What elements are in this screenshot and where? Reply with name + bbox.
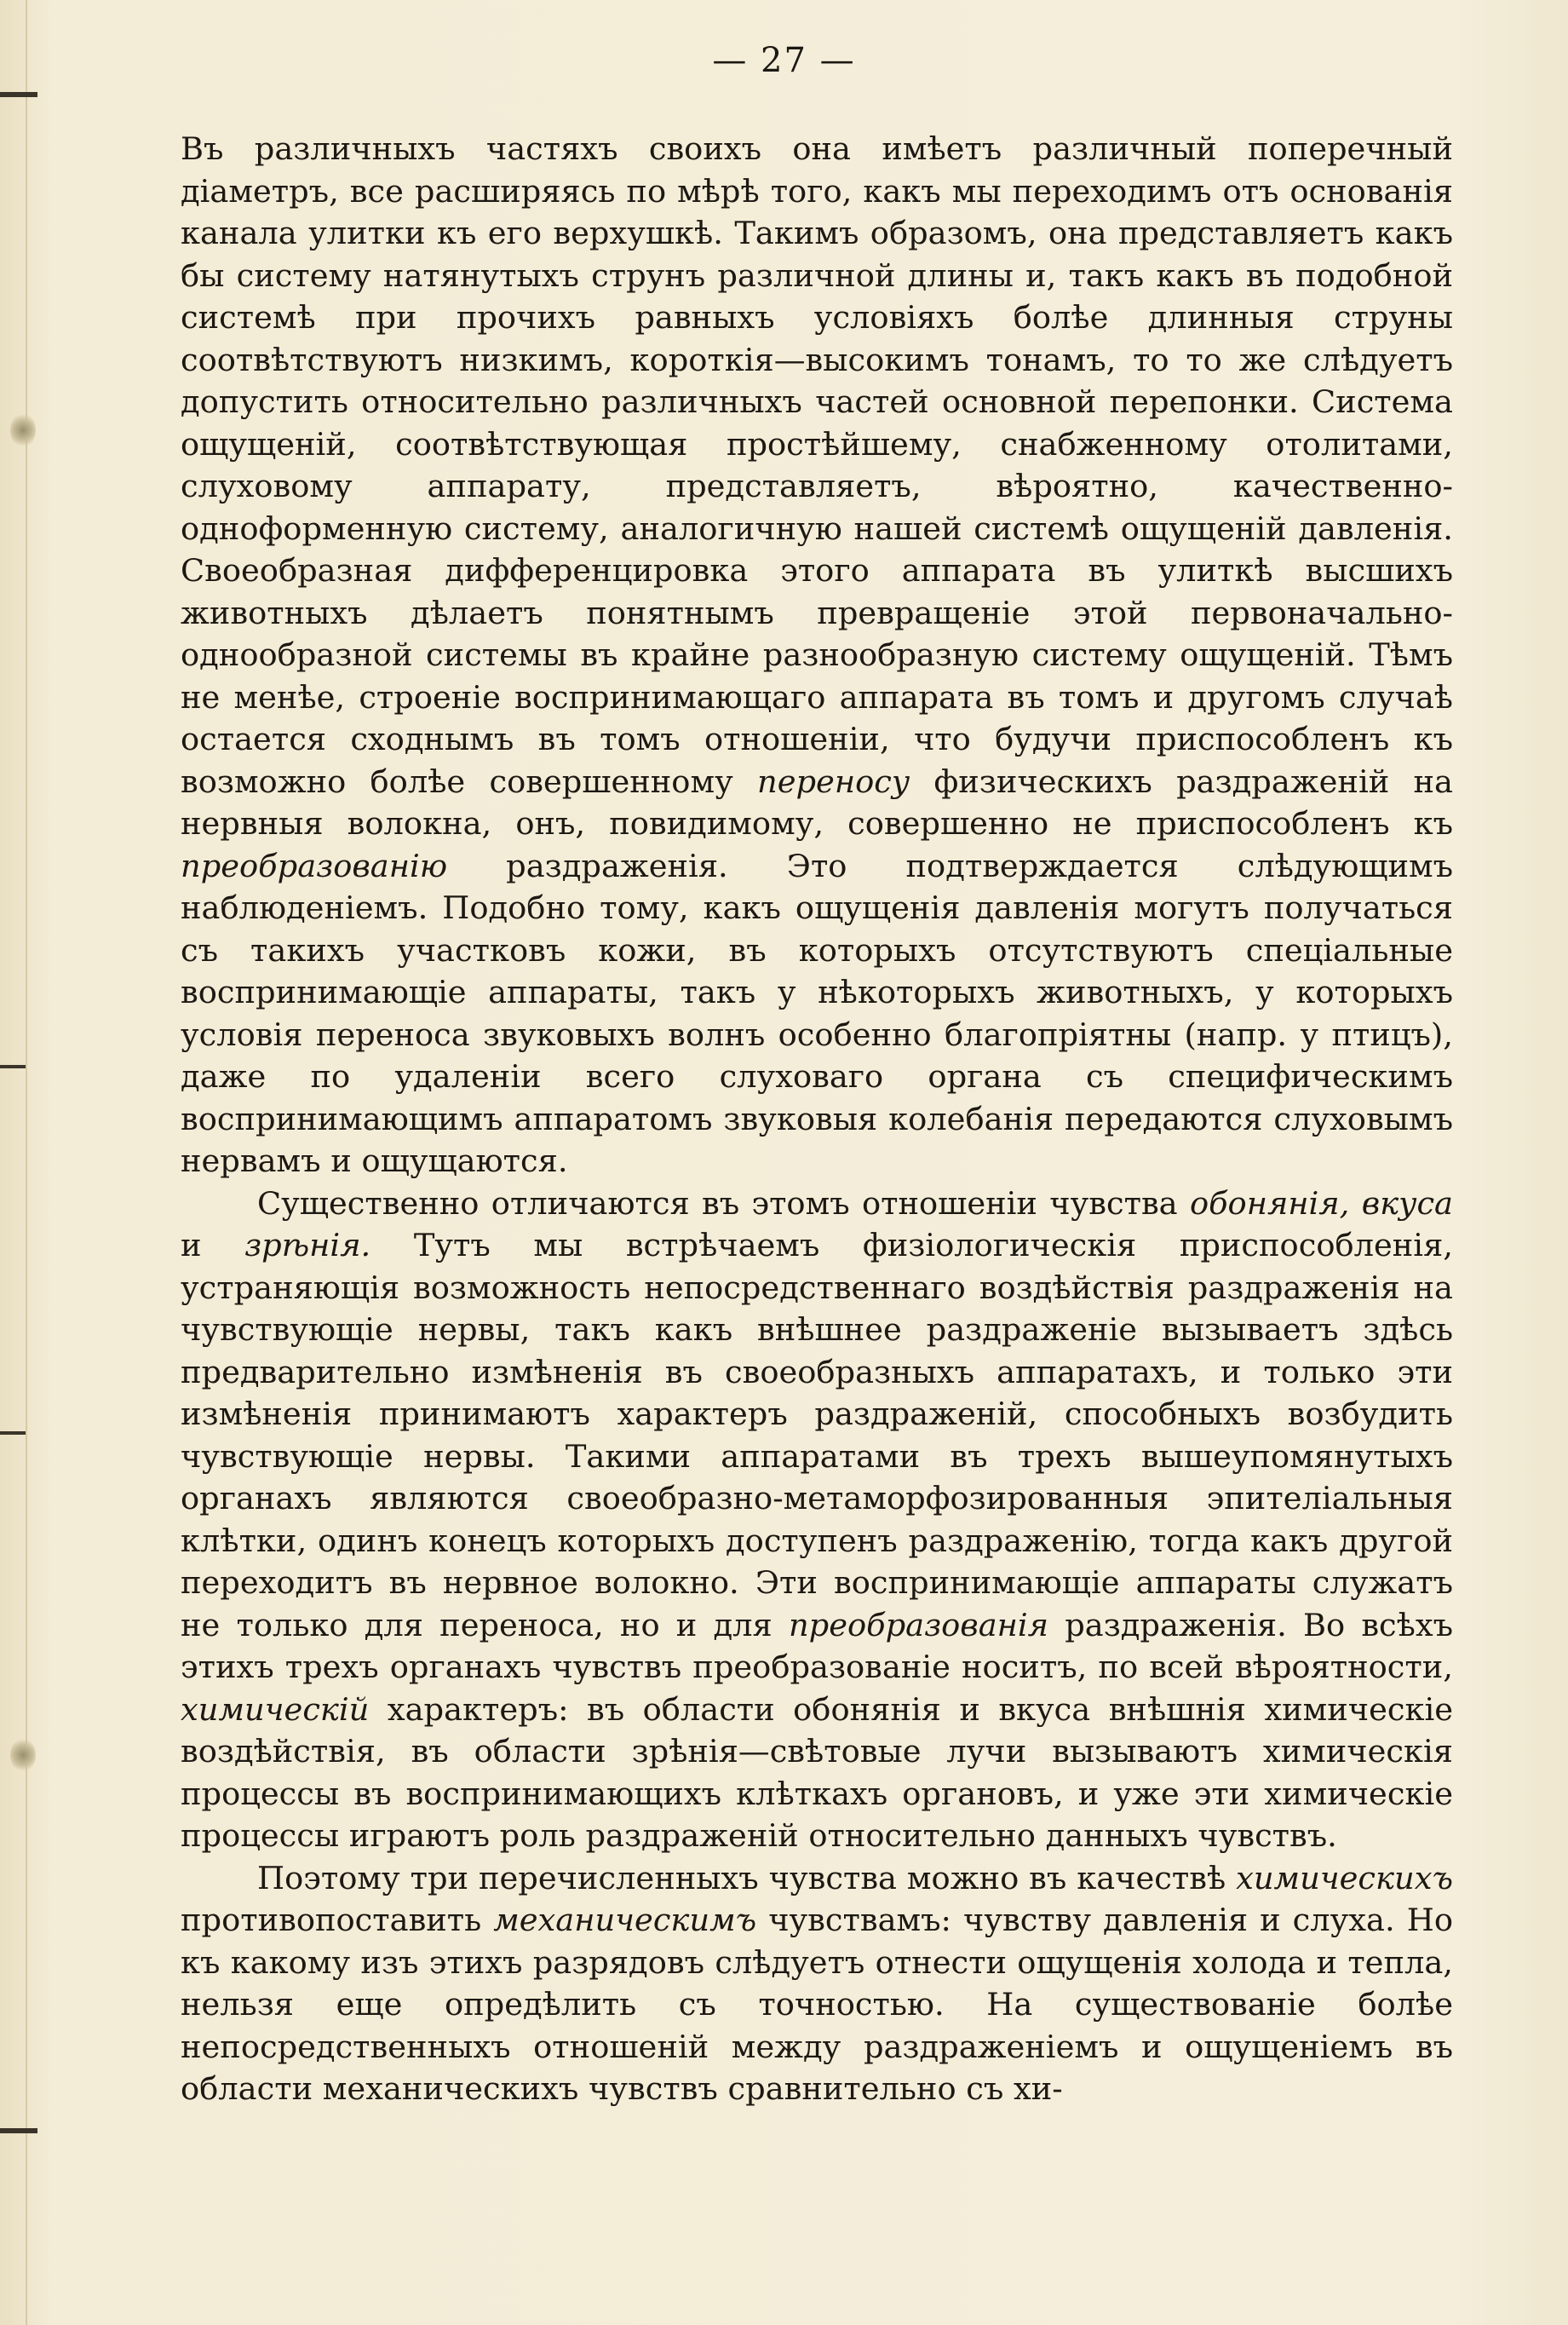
text-run: характеръ: въ области обонянія и вкуса внѣшнія химическіе воздѣйствія, въ области зрѣнія—свѣтовые лучи вызываютъ химическія процессы въ воспринимающихъ клѣткахъ органовъ, и уже эти химическіе процессы играютъ роль раздраженій относительно данныхъ чувствъ. bbox=[181, 1690, 1453, 1854]
paper-stain bbox=[10, 413, 36, 447]
binding-thread-mark bbox=[0, 1065, 26, 1068]
page-number: — 27 — bbox=[712, 41, 856, 80]
text-run: Тутъ мы встрѣчаемъ физіологическія приспособленія, устраняющія возможность непосредственнаго воздѣйствія раздраженія на чувствующіе нервы, такъ какъ внѣшнее раздраженіе вызываетъ здѣсь предварительно измѣненія въ своеобразныхъ аппаратахъ, и только эти измѣненія принимаютъ характеръ раздраженій, способныхъ возбудить чувствующіе нервы. Такими аппаратами въ трехъ вышеупомянутыхъ органахъ являются своеобразно-метаморфозированныя эпителіальныя клѣтки, одинъ конецъ которыхъ доступенъ раздраженію, тогда какъ другой переходитъ въ нервное волокно. Эти воспринимающіе аппараты служатъ не только для переноса, но и для bbox=[181, 1227, 1453, 1643]
binding-thread-mark bbox=[0, 2128, 37, 2133]
binding-thread-mark bbox=[0, 1431, 26, 1435]
binding-gutter-line bbox=[26, 0, 27, 2325]
text-run: раздраженія. Это подтверждается слѣдующимъ наблюденіемъ. Подобно тому, какъ ощущенія давленія могутъ получаться съ такихъ участковъ кожи, въ которыхъ отсутствуютъ спеціальные воспринимающіе аппараты, такъ у нѣкоторыхъ животныхъ, у которыхъ условія переноса звуковыхъ волнъ особенно благопріятны (напр. у птицъ), даже по удаленіи всего слуховаго органа съ специфическимъ воспринимающимъ аппаратомъ звуковыя колебанія передаются слуховымъ нервамъ и ощущаются. bbox=[181, 847, 1453, 1179]
text-run: чувствамъ: чувству давленія и слуха. Но къ какому изъ этихъ разрядовъ слѣдуетъ отнести ощущенія холода и тепла, нельзя еще опредѣлить съ точностью. На существованіе болѣе непосредственныхъ отношеній между раздраженіемъ и ощущеніемъ въ области механическихъ чувствъ сравнительно съ хи- bbox=[181, 1902, 1453, 2107]
italic-emphasis: преобразованію bbox=[181, 847, 448, 884]
text-run: Поэтому три перечисленныхъ чувства можно въ качествѣ bbox=[257, 1859, 1237, 1896]
text-run: физическихъ раздраженій на нервныя волокна, онъ, повидимому, совершенно не приспособленъ къ bbox=[181, 763, 1453, 842]
text-run: противопоставить bbox=[181, 1902, 494, 1938]
italic-emphasis: механическимъ bbox=[493, 1902, 757, 1938]
italic-emphasis: зрѣнія. bbox=[244, 1227, 371, 1263]
body-text bbox=[181, 128, 1453, 2110]
text-run: и bbox=[181, 1227, 245, 1263]
italic-emphasis: химическій bbox=[181, 1690, 370, 1728]
paper-stain bbox=[10, 1738, 36, 1772]
text-run: раздраженія. Во всѣхъ этихъ трехъ органахъ чувствъ преобразованіе носитъ, по всей вѣроятности, bbox=[181, 1606, 1454, 1685]
paragraph bbox=[181, 128, 1453, 1183]
italic-emphasis: преобразованія bbox=[788, 1606, 1049, 1643]
italic-emphasis: химическихъ bbox=[1236, 1859, 1453, 1896]
text-run: Въ различныхъ частяхъ своихъ она имѣетъ различный поперечный діаметръ, все расширяясь по мѣрѣ того, какъ мы переходимъ отъ основанія канала улитки къ его верхушкѣ. Такимъ образомъ, она представляетъ какъ бы систему натянутыхъ струнъ различной длины и, такъ какъ въ подобной системѣ при прочихъ равныхъ условіяхъ болѣе длинныя струны соотвѣтствуютъ низкимъ, короткія—высокимъ тонамъ, то то же слѣдуетъ допустить относительно различныхъ частей основной перепонки. Система ощущеній, соотвѣтствующая простѣйшему, снабженному отолитами, слуховому аппарату, представляетъ, вѣроятно, качественно-одноформенную систему, аналогичную нашей системѣ ощущеній давленія. Своеобразная дифференцировка этого аппарата въ улиткѣ высшихъ животныхъ дѣлаетъ понятнымъ превращеніе этой первоначально-однообразной системы въ крайне разнообразную систему ощущеній. Тѣмъ не менѣе, строеніе воспринимающаго аппарата въ томъ и другомъ случаѣ остается сходнымъ въ томъ отношеніи, что будучи приспособленъ къ возможно болѣе совершенному bbox=[181, 130, 1453, 800]
italic-emphasis: обонянія, вкуса bbox=[1189, 1184, 1453, 1222]
paragraph bbox=[181, 1183, 1453, 1857]
text-run: Существенно отличаются въ этомъ отношеніи чувства bbox=[257, 1184, 1190, 1222]
italic-emphasis: переносу bbox=[757, 763, 910, 800]
paragraph bbox=[181, 1857, 1453, 2110]
binding-thread-mark bbox=[0, 92, 37, 97]
